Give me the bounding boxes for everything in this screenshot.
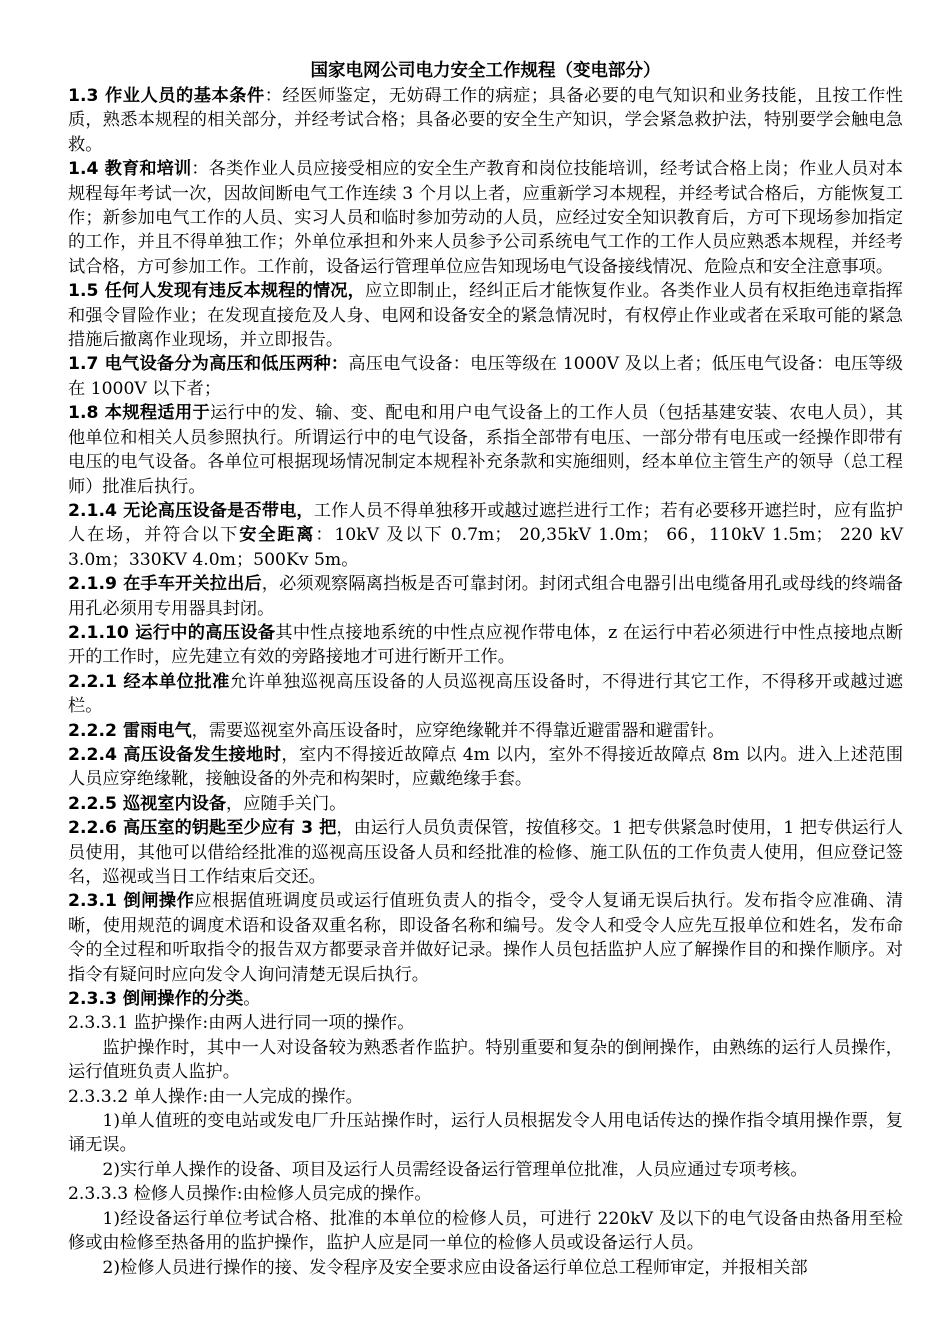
section-text: 工作人员不得单独移开或越过遮拦进行工作；若有必要移开遮拦时，应有监护人在场，并符合以下: [68, 500, 903, 546]
section-text: ，应随手关门。: [226, 793, 347, 814]
section-heading: 1.8 本规程适用于: [68, 403, 211, 424]
section-text: ，需要巡视室外高压设备时，应穿绝缘靴并不得靠近避雷器和避雷针。: [191, 720, 725, 741]
section-text: ：经医师鉴定，无妨碍工作的病症；具备必要的电气知识和业务技能，且按工作性质，熟悉本规程的相关部分，并经考试合格；具备必要的安全生产知识，学会紧急救护法，特别要学会触电急救。: [68, 86, 903, 155]
section-heading: 2.1.10 运行中的高压设备: [68, 622, 276, 643]
section-heading: 2.2.2 雷雨电气: [68, 720, 192, 741]
section-1-7: [68, 352, 903, 401]
section-heading: 1.4 教育和培训: [68, 159, 192, 180]
section-2-2-1: [68, 670, 903, 719]
subsection-2-3-3-2: 2.3.3.2 单人操作:由一人完成的操作。: [68, 1086, 363, 1107]
section-2-2-2: [68, 719, 903, 743]
section-heading: 2.2.6 高压室的钥匙至少应有 3 把: [68, 818, 337, 839]
section-1-8: [68, 401, 903, 499]
paragraph-text: 监护操作时，其中一人对设备较为熟悉者作监护。特别重要和复杂的倒闸操作，由熟练的运行人员操作，运行值班负责人监护。: [68, 1037, 903, 1083]
section-2-1-10: [68, 621, 903, 670]
safety-distance-values: ：10kV 及以下 0.7m； 20,35kV 1.0m； 66，110kV 1.5m； 220 kV 3.0m；330KV 4.0m；500Kv 5m。: [68, 525, 903, 570]
section-text: ，由运行人员负责保管，按值移交。1 把专供紧急时使用，1 把专供运行人员使用，其他可以借给经批准的巡视高压设备人员和经批准的检修、施工队伍的工作负责人使用，但应登记签名，巡视或当日工作结束后交还。: [68, 818, 903, 887]
section-1-4: [68, 157, 903, 279]
section-2-3-1: [68, 889, 903, 987]
section-2-2-6: [68, 816, 903, 889]
safety-distance-label: 安全距离: [239, 525, 316, 546]
document-page: [68, 58, 903, 1280]
section-2-1-4: [68, 499, 903, 572]
page-title: 国家电网公司电力安全工作规程（变电部分）: [310, 61, 661, 81]
section-heading: 2.2.5 巡视室内设备: [68, 793, 227, 814]
section-heading: 1.7 电气设备分为高压和低压两种：: [68, 354, 349, 375]
subsection-2-3-3-1: 2.3.3.1 监护操作:由两人进行同一项的操作。: [68, 1013, 415, 1034]
section-text: 允许单独巡视高压设备的人员巡视高压设备时，不得进行其它工作，不得移开或越过遮栏。: [68, 671, 903, 717]
section-heading: 2.3.1 倒闸操作: [68, 891, 195, 912]
section-text: ：各类作业人员应接受相应的安全生产教育和岗位技能培训，经考试合格上岗；作业人员对本规程每年考试一次，因故间断电气工作连续 3 个月以上者，应重新学习本规程，并经考试合格后，方能恢复工作；新参加电气工作的人员、实习人员和临时参加劳动的人员，应经过安全知识教育后，方可下现场参加指定的工作，并且不得单独工作；外单位承担和外来人员参予公司系统电气工作的工作人员应熟悉本规程，并经考试合格，方可参加工作。工作前，设备运行管理单位应告知现场电气设备接线情况、危险点和安全注意事项。: [68, 159, 903, 277]
section-text: 高压电气设备：电压等级在 1000V 及以上者；低压电气设备：电压等级在 1000V 以下者；: [68, 354, 903, 399]
section-text: 运行中的发、输、变、配电和用户电气设备上的工作人员（包括基建安装、农电人员），其他单位和相关人员参照执行。所谓运行中的电气设备，系指全部带有电压、一部分带有电压或一经操作即带有电压的电气设备。各单位可根据现场情况制定本规程补充条款和实施细则，经本单位主管生产的领导（总工程师）批准后执行。: [68, 403, 903, 497]
section-2-2-5: [68, 792, 903, 816]
section-text: 应根据值班调度员或运行值班负责人的指令，受令人复诵无误后执行。发布指令应准确、清晰，使用规范的调度术语和设备双重名称，即设备名称和编号。发令人和受令人应先互报单位和姓名，发布命令的全过程和听取指令的报告双方都要录音并做好记录。操作人员包括监护人应了解操作目的和操作顺序。对指令有疑问时应向发令人询问清楚无误后执行。: [68, 891, 904, 985]
section-1-3: [68, 84, 903, 157]
section-heading: 2.2.1 经本单位批准: [68, 671, 230, 692]
section-heading: 1.5 任何人发现有违反本规程的情况，: [68, 281, 366, 302]
subsection-2-3-3-3: 2.3.3.3 检修人员操作:由检修人员完成的操作。: [68, 1184, 432, 1205]
section-text: ，必须观察隔离挡板是否可靠封闭。封闭式组合电器引出电缆备用孔或母线的终端备用孔必须用专用器具封闭。: [68, 574, 903, 619]
section-heading: 2.2.4 高压设备发生接地时: [68, 744, 282, 765]
list-item: 1)经设备运行单位考试合格、批准的本单位的检修人员，可进行 220kV 及以下的电气设备由热备用至检修或由检修至热备用的监护操作，监护人应是同一单位的检修人员或设备运行人员。: [68, 1208, 903, 1254]
list-item: 1)单人值班的变电站或发电厂升压站操作时，运行人员根据发令人用电话传达的操作指令填用操作票，复诵无误。: [68, 1111, 903, 1156]
section-heading: 2.1.9 在手车开关拉出后: [68, 574, 262, 595]
section-2-3-3: [68, 987, 903, 1011]
section-2-1-9: [68, 572, 903, 621]
list-item: 2)检修人员进行操作的接、发令程序及安全要求应由设备运行单位总工程师审定，并报相关部: [102, 1257, 808, 1278]
section-heading: 2.3.3 倒闸操作的分类: [68, 989, 244, 1010]
list-item: 2)实行单人操作的设备、项目及运行人员需经设备运行管理单位批准，人员应通过专项考核。: [102, 1159, 808, 1180]
section-text: 其中性点接地系统的中性点应视作带电体，z 在运行中若必须进行中性点接地点断开的工作时，应先建立有效的旁路接地才可进行断开工作。: [68, 622, 903, 668]
section-2-2-4: [68, 743, 903, 792]
section-heading: 1.3 作业人员的基本条件: [68, 86, 265, 106]
section-text: 。: [243, 989, 261, 1010]
section-heading: 2.1.4 无论高压设备是否带电，: [68, 500, 314, 521]
section-text: 应立即制止，经纠正后才能恢复作业。各类作业人员有权拒绝违章指挥和强令冒险作业；在发现直接危及人身、电网和设备安全的紧急情况时，有权停止作业或者在采取可能的紧急措施后撤离作业现场，并立即报告。: [68, 281, 903, 351]
section-1-5: [68, 279, 903, 352]
section-text: ，室内不得接近故障点 4m 以内，室外不得接近故障点 8m 以内。进入上述范围人员应穿绝缘靴，接触设备的外壳和构架时，应戴绝缘手套。: [68, 744, 904, 790]
